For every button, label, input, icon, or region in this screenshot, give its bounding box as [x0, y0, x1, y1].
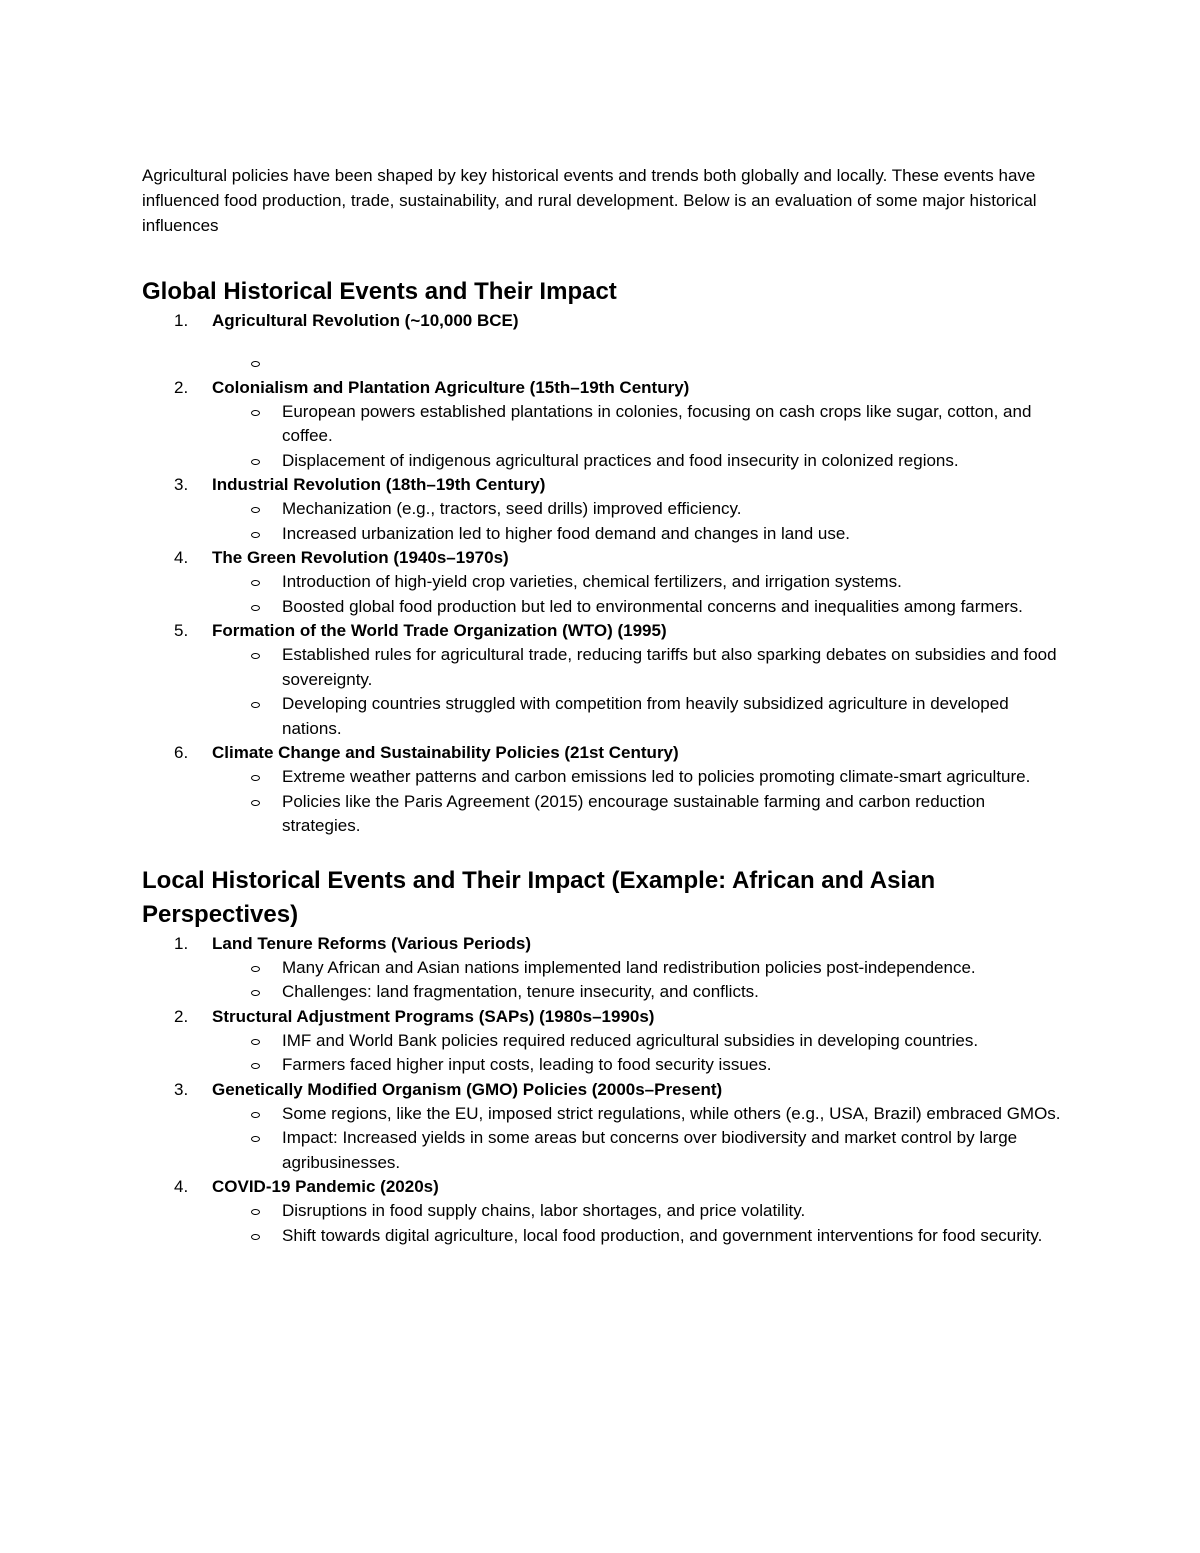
event-points-list: [212, 1102, 1062, 1176]
event-point: [212, 449, 1062, 474]
event-title: COVID-19 Pandemic (2020s): [212, 1177, 439, 1196]
hollow-bullet-icon: [251, 800, 260, 806]
hollow-bullet-icon: [251, 580, 260, 586]
document-page: [142, 163, 1062, 1248]
local-event-item: [142, 1078, 1062, 1176]
event-title: Agricultural Revolution (~10,000 BCE): [212, 311, 519, 330]
event-point: [212, 1224, 1062, 1249]
event-number: 2.: [174, 377, 189, 397]
event-number: 3.: [174, 1079, 189, 1099]
event-point: [212, 692, 1062, 741]
hollow-bullet-icon: [251, 702, 260, 708]
event-point: [212, 765, 1062, 790]
global-event-item: [142, 619, 1062, 741]
hollow-bullet-icon: [251, 990, 260, 996]
event-number: 3.: [174, 475, 189, 494]
event-point-text: Some regions, like the EU, imposed strict regulations, while others (e.g., USA, Brazil) embraced GMOs.: [282, 1103, 1061, 1123]
event-points-list: [212, 1029, 1062, 1078]
hollow-bullet-icon: [251, 1063, 260, 1069]
event-title: Colonialism and Plantation Agriculture (15th–19th Century): [212, 377, 690, 397]
event-point: [212, 1029, 1062, 1054]
intro-paragraph: Agricultural policies have been shaped by key historical events and trends both globally and locally. These events have influenced food production, trade, sustainability, and rural development. Below is an evaluation of some major historical influences: [142, 166, 1037, 235]
event-point-text: Farmers faced higher input costs, leading to food security issues.: [282, 1055, 772, 1074]
event-point-text: Boosted global food production but led to environmental concerns and inequalities among farmers.: [282, 596, 1023, 616]
event-points-list: [212, 1199, 1062, 1248]
event-number: 1.: [174, 311, 189, 330]
event-points-list: [212, 570, 1062, 619]
event-points-list: [212, 956, 1062, 1005]
event-point: [212, 400, 1062, 449]
event-point: [212, 956, 1062, 981]
event-number: 2.: [174, 1006, 189, 1026]
event-point-text: Mechanization (e.g., tractors, seed drills) improved efficiency.: [282, 499, 742, 518]
local-event-item: [142, 1175, 1062, 1248]
event-point: [212, 790, 1062, 839]
hollow-bullet-icon: [251, 775, 260, 781]
hollow-bullet-icon: [251, 1112, 260, 1118]
global-event-item: [142, 546, 1062, 619]
event-point-text: Challenges: land fragmentation, tenure insecurity, and conflicts.: [282, 982, 759, 1001]
global-event-item: [142, 473, 1062, 546]
event-title: Land Tenure Reforms (Various Periods): [212, 933, 531, 953]
hollow-bullet-icon: [251, 1039, 260, 1045]
event-point-text: IMF and World Bank policies required reduced agricultural subsidies in developing countries.: [282, 1030, 979, 1050]
event-point-text: Policies like the Paris Agreement (2015) encourage sustainable farming and carbon reduction strategies.: [282, 791, 986, 835]
event-point-text: Disruptions in food supply chains, labor shortages, and price volatility.: [282, 1201, 806, 1220]
event-title: The Green Revolution (1940s–1970s): [212, 548, 509, 567]
event-points-list: [212, 351, 1062, 376]
event-points-list: [212, 765, 1062, 839]
event-point: [212, 522, 1062, 547]
event-point-text: Many African and Asian nations implemented land redistribution policies post-independence.: [282, 957, 976, 977]
hollow-bullet-icon: [251, 653, 260, 659]
event-point-text: Introduction of high-yield crop varieties, chemical fertilizers, and irrigation systems.: [282, 572, 902, 591]
global-event-item: [142, 741, 1062, 839]
event-point: [212, 570, 1062, 595]
hollow-bullet-icon: [251, 1136, 260, 1142]
hollow-bullet-icon: [251, 361, 260, 367]
event-point: [212, 1053, 1062, 1078]
event-point-text: Developing countries struggled with competition from heavily subsidized agriculture in developed nations.: [282, 694, 1009, 738]
event-number: 6.: [174, 743, 189, 762]
event-points-list: [212, 643, 1062, 741]
hollow-bullet-icon: [251, 532, 260, 538]
event-point: [212, 1199, 1062, 1224]
event-point: [212, 980, 1062, 1005]
hollow-bullet-icon: [251, 459, 260, 465]
event-point: [212, 595, 1062, 620]
hollow-bullet-icon: [251, 605, 260, 611]
event-number: 1.: [174, 933, 189, 953]
event-point-text: Impact: Increased yields in some areas but concerns over biodiversity and market control by large agribusinesses.: [282, 1128, 1018, 1172]
event-title: Genetically Modified Organism (GMO) Policies (2000s–Present): [212, 1079, 723, 1099]
event-number: 5.: [174, 621, 189, 640]
event-title: Formation of the World Trade Organization (WTO) (1995): [212, 621, 667, 640]
hollow-bullet-icon: [251, 410, 260, 416]
event-number: 4.: [174, 548, 189, 567]
event-title: Structural Adjustment Programs (SAPs) (1980s–1990s): [212, 1006, 655, 1026]
event-title: Climate Change and Sustainability Policies (21st Century): [212, 743, 679, 762]
event-point-text: Displacement of indigenous agricultural practices and food insecurity in colonized regions.: [282, 450, 959, 470]
event-point-text: Shift towards digital agriculture, local food production, and government interventions for food security.: [282, 1225, 1043, 1245]
event-point: [212, 1102, 1062, 1127]
local-event-item: [142, 932, 1062, 1005]
event-point: [212, 1126, 1062, 1175]
hollow-bullet-icon: [251, 1209, 260, 1215]
event-point-text: European powers established plantations in colonies, focusing on cash crops like sugar, cotton, and coffee.: [282, 401, 1032, 445]
event-point: [212, 643, 1062, 692]
hollow-bullet-icon: [251, 1234, 260, 1240]
event-points-list: [212, 497, 1062, 546]
event-point: [212, 351, 1062, 376]
hollow-bullet-icon: [251, 507, 260, 513]
event-title: Industrial Revolution (18th–19th Century): [212, 475, 546, 494]
event-points-list: [212, 400, 1062, 474]
global-event-item: [142, 309, 1062, 376]
event-point-text: Increased urbanization led to higher food demand and changes in land use.: [282, 523, 851, 543]
local-events-list: [142, 932, 1062, 1249]
global-events-heading: Global Historical Events and Their Impact: [142, 278, 617, 305]
global-events-list: [142, 309, 1062, 839]
local-event-item: [142, 1005, 1062, 1078]
event-number: 4.: [174, 1177, 189, 1196]
event-point: [212, 497, 1062, 522]
hollow-bullet-icon: [251, 966, 260, 972]
global-event-item: [142, 376, 1062, 474]
event-point-text: Established rules for agricultural trade, reducing tariffs but also sparking debates on subsidies and food sovereignty.: [282, 645, 1057, 689]
local-events-heading: Local Historical Events and Their Impact (Example: African and Asian Perspectives): [142, 866, 936, 928]
event-point-text: Extreme weather patterns and carbon emissions led to policies promoting climate-smart agriculture.: [282, 767, 1031, 786]
